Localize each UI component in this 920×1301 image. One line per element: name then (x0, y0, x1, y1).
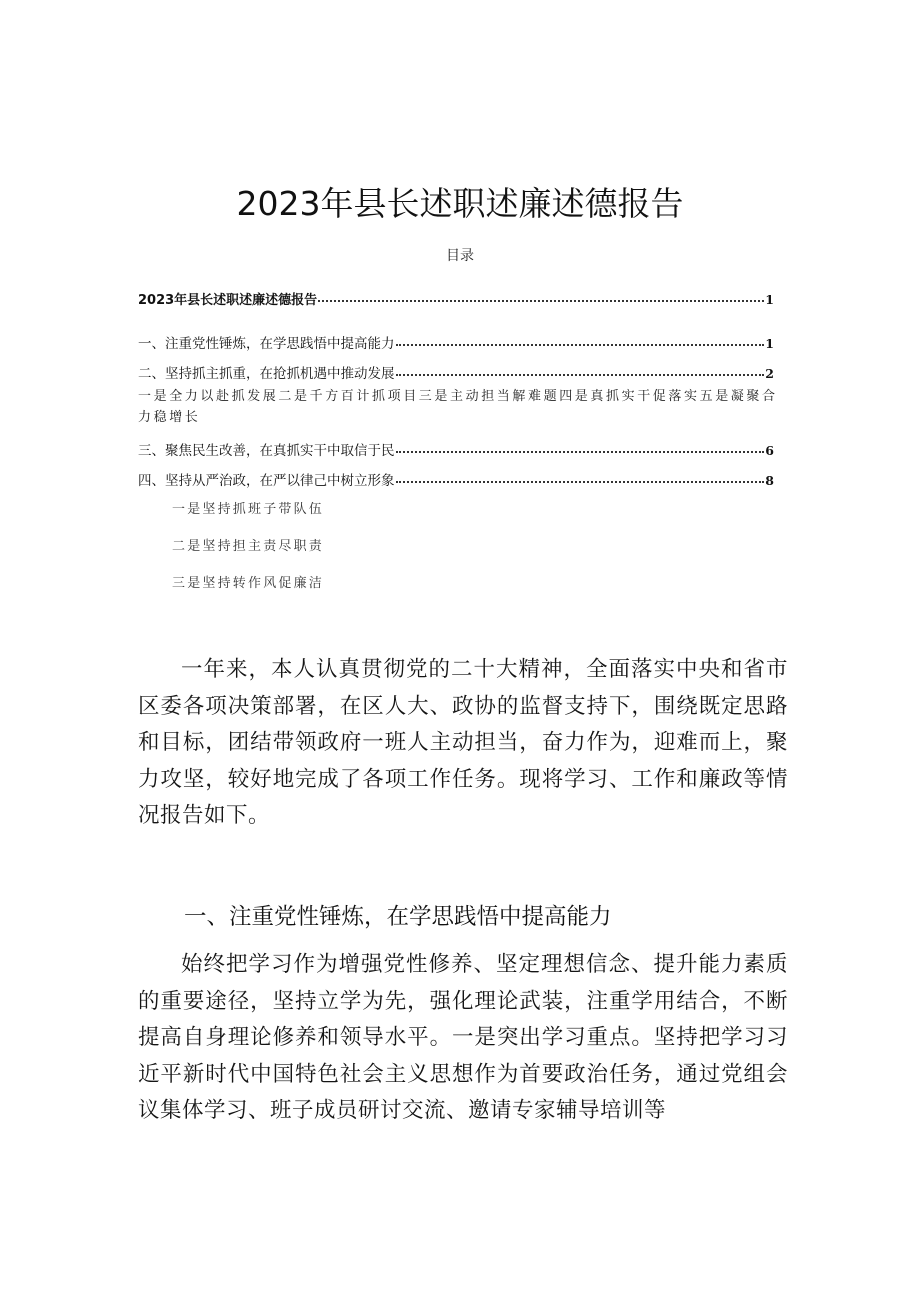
document-title: 2023年县长述职述廉述德报告 (236, 184, 684, 224)
toc-entry-section-4[interactable] (138, 469, 774, 491)
intro-paragraph: 一年来，本人认真贯彻党的二十大精神，全面落实中央和省市区委各项决策部署，在区人大、政协的监督支持下，围绕既定思路和目标，团结带领政府一班人主动担当，奋力作为，迎难而上，聚力攻坚，较好地完成了各项工作任务。现将学习、工作和廉政等情况报告如下。 (138, 657, 788, 828)
toc-subitem[interactable]: 二是坚持担主责尽职责 (172, 539, 325, 554)
toc-leader-dots (396, 360, 765, 376)
toc-entry-section-1[interactable] (138, 332, 774, 354)
toc-page-number: 8 (765, 473, 774, 488)
toc-section-2-subitems[interactable]: 一是全力以赴抓发展二是千方百计抓项目三是主动担当解难题四是真抓实干促落实五是凝聚合力稳增长 (138, 389, 778, 425)
toc-leader-dots (396, 330, 765, 346)
toc-entry-text: 三、聚焦民生改善，在真抓实干中取信于民 (138, 443, 395, 459)
toc-heading: 目录 (446, 248, 474, 264)
toc-subitem[interactable]: 三是坚持转作风促廉洁 (172, 576, 325, 591)
toc-subitem[interactable]: 一是坚持抓班子带队伍 (172, 502, 325, 517)
toc-entry-section-2[interactable] (138, 362, 774, 384)
toc-leader-dots (396, 437, 765, 453)
toc-leader-dots (396, 467, 765, 483)
section-1-paragraph: 始终把学习作为增强党性修养、坚定理想信念、提升能力素质的重要途径，坚持立学为先，强化理论武装，注重学用结合，不断提高自身理论修养和领导水平。一是突出学习重点。坚持把学习习近平新时代中国特色社会主义思想作为首要政治任务，通过党组会议集体学习、班子成员研讨交流、邀请专家辅导培训等 (138, 952, 788, 1123)
section-1-heading: 一、注重党性锤炼，在学思践悟中提高能力 (184, 904, 612, 930)
toc-page-number: 2 (765, 366, 774, 381)
toc-leader-dots (318, 286, 764, 302)
toc-entry-text: 一、注重党性锤炼，在学思践悟中提高能力 (138, 336, 395, 352)
toc-page-number: 1 (765, 336, 774, 351)
toc-entry-title[interactable] (138, 288, 774, 311)
toc-entry-text: 2023年县长述职述廉述德报告 (138, 293, 318, 308)
toc-page-number: 1 (765, 292, 774, 307)
toc-page-number: 6 (765, 443, 774, 458)
toc-entry-section-3[interactable] (138, 439, 774, 461)
toc-entry-text: 四、坚持从严治政，在严以律己中树立形象 (138, 473, 395, 489)
toc-entry-text: 二、坚持抓主抓重，在抢抓机遇中推动发展 (138, 366, 395, 382)
